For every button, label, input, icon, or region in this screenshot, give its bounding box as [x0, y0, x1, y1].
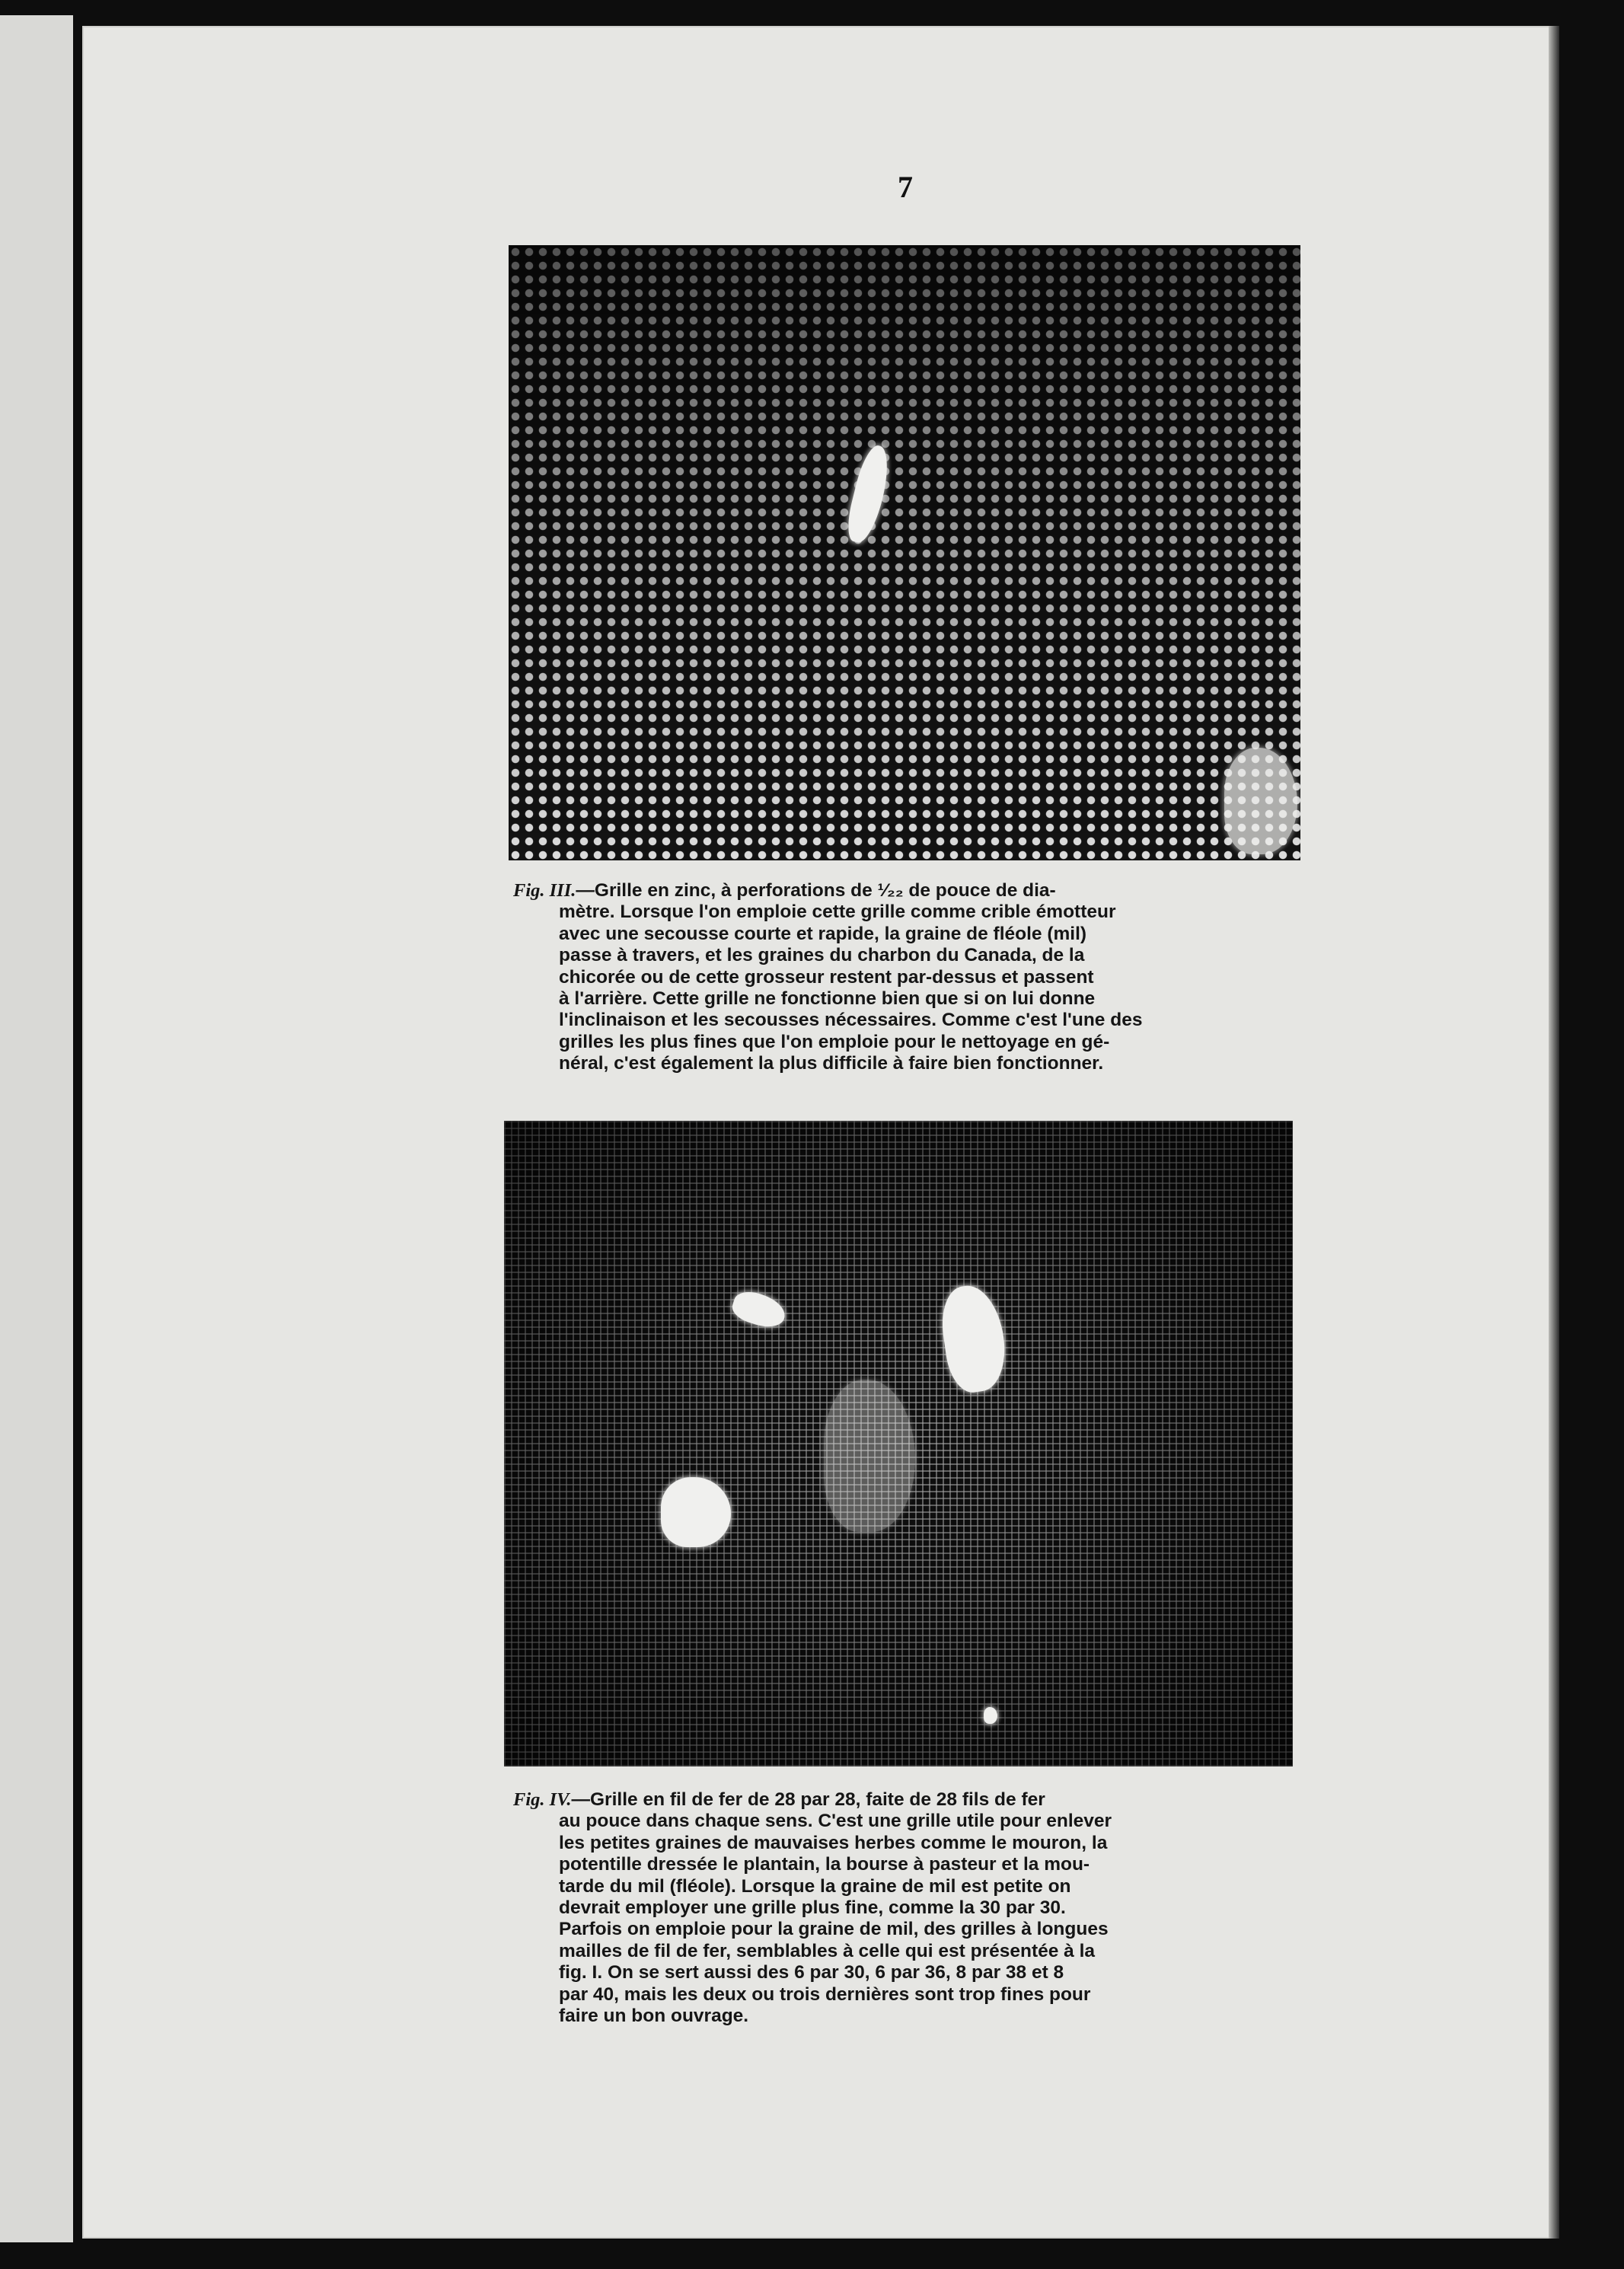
page-number: 7 — [898, 170, 913, 204]
fig4-label: Fig. IV. — [513, 1789, 572, 1810]
caption-line: mètre. Lorsque l'on emploie cette grille comme crible émotteur — [559, 902, 1116, 923]
caption-line: mailles de fil de fer, semblables à celle qui est présentée à la — [559, 1940, 1096, 1961]
caption-line: chicorée ou de cette grosseur restent par-dessus et passent — [559, 966, 1094, 988]
caption-line: fig. I. On se sert aussi des 6 par 30, 6 par 36, 8 par 38 et 8 — [559, 1962, 1064, 1983]
fig4-wire-grille-photo — [504, 1121, 1293, 1766]
caption-line: passe à travers, et les graines du charbon du Canada, de la — [559, 945, 1085, 966]
caption-line: avec une secousse courte et rapide, la graine de fléole (mil) — [559, 923, 1087, 944]
caption-line: devrait employer une grille plus fine, comme la 30 par 30. — [559, 1897, 1066, 1919]
caption-line: par 40, mais les deux ou trois dernières sont trop fines pour — [559, 1983, 1091, 2005]
caption-line: —Grille en fil de fer de 28 par 28, faite de 28 fils de fer — [571, 1789, 1045, 1810]
caption-line: l'inclinaison et les secousses nécessaires. Comme c'est l'une des — [559, 1010, 1143, 1031]
caption-line: au pouce dans chaque sens. C'est une grille utile pour enlever — [559, 1811, 1112, 1832]
caption-line: néral, c'est également la plus difficile à faire bien fonctionner. — [559, 1053, 1104, 1074]
fig3-label: Fig. III. — [513, 880, 576, 901]
caption-line: tarde du mil (fléole). Lorsque la graine de mil est petite on — [559, 1875, 1071, 1897]
caption-line: Parfois on emploie pour la graine de mil, des grilles à longues — [559, 1919, 1109, 1940]
caption-line: les petites graines de mauvaises herbes comme le mouron, la — [559, 1832, 1108, 1853]
fig4-caption — [513, 1789, 1302, 2027]
fig3-caption — [513, 880, 1305, 1075]
caption-line: —Grille en zinc, à perforations de ¹⁄₂₂ de pouce de dia- — [576, 880, 1056, 901]
caption-line: potentille dressée le plantain, la bourse à pasteur et la mou- — [559, 1854, 1090, 1875]
document-page — [82, 26, 1558, 2239]
previous-page-edge — [0, 15, 73, 2242]
caption-line: grilles les plus fines que l'on emploie pour le nettoyage en gé- — [559, 1031, 1110, 1052]
caption-line: faire un bon ouvrage. — [559, 2006, 749, 2027]
page-edge-shadow — [1549, 26, 1559, 2239]
fig3-zinc-grille-photo — [509, 245, 1300, 860]
caption-line: à l'arrière. Cette grille ne fonctionne bien que si on lui donne — [559, 988, 1096, 1010]
